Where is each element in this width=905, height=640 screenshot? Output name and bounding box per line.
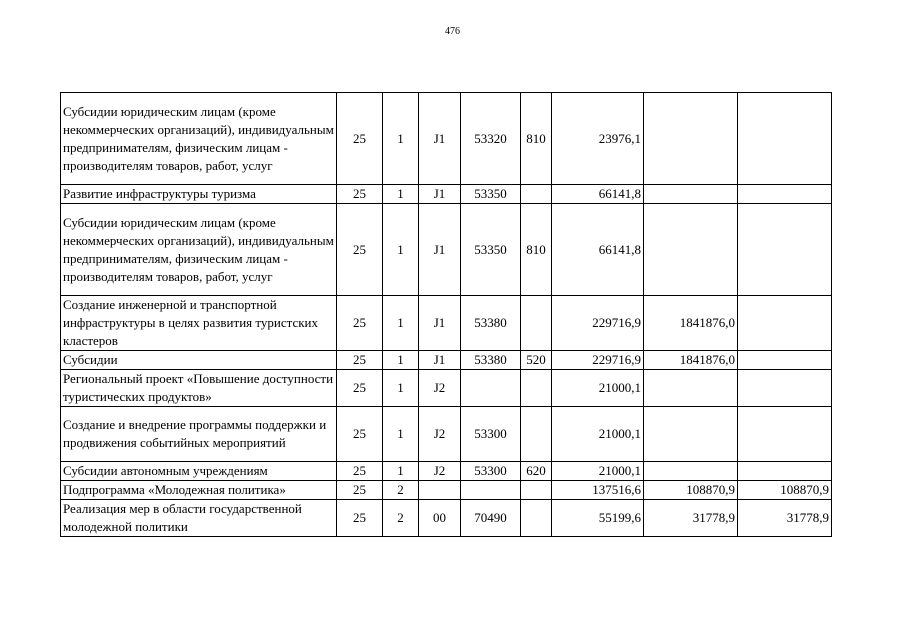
table-row	[61, 370, 832, 407]
value-cell	[738, 407, 832, 462]
value-cell	[644, 185, 738, 204]
code-cell	[461, 481, 521, 500]
code-cell: 25	[337, 370, 383, 407]
value-cell	[738, 296, 832, 351]
table-row	[61, 93, 832, 185]
code-cell: 53320	[461, 93, 521, 185]
code-cell: 25	[337, 500, 383, 537]
value-cell	[738, 462, 832, 481]
code-cell: 53300	[461, 407, 521, 462]
row-name: Региональный проект «Повышение доступности туристических продуктов»	[61, 370, 337, 407]
code-cell: J2	[419, 407, 461, 462]
value-cell	[738, 370, 832, 407]
value-cell: 108870,9	[644, 481, 738, 500]
budget-table	[60, 92, 832, 537]
row-name: Субсидии автономным учреждениям	[61, 462, 337, 481]
code-cell: 810	[521, 204, 552, 296]
code-cell: 00	[419, 500, 461, 537]
code-cell: 25	[337, 407, 383, 462]
value-cell: 1841876,0	[644, 351, 738, 370]
code-cell: 53380	[461, 351, 521, 370]
value-cell	[644, 93, 738, 185]
code-cell: 70490	[461, 500, 521, 537]
value-cell	[644, 462, 738, 481]
row-name: Субсидии юридическим лицам (кроме некоммерческих организаций), индивидуальным предпринимателям, физическим лицам - производителям товаров, работ, услуг	[61, 93, 337, 185]
table-row	[61, 351, 832, 370]
value-cell: 31778,9	[644, 500, 738, 537]
table-row	[61, 185, 832, 204]
code-cell: 25	[337, 351, 383, 370]
code-cell: J2	[419, 462, 461, 481]
code-cell: 1	[383, 93, 419, 185]
value-cell: 1841876,0	[644, 296, 738, 351]
code-cell: 1	[383, 462, 419, 481]
row-name: Субсидии юридическим лицам (кроме некоммерческих организаций), индивидуальным предпринимателям, физическим лицам - производителям товаров, работ, услуг	[61, 204, 337, 296]
code-cell: J1	[419, 93, 461, 185]
code-cell: 1	[383, 370, 419, 407]
value-cell	[644, 370, 738, 407]
value-cell	[738, 93, 832, 185]
value-cell	[738, 351, 832, 370]
value-cell	[644, 204, 738, 296]
code-cell: 25	[337, 185, 383, 204]
value-cell: 229716,9	[552, 351, 644, 370]
code-cell: 1	[383, 204, 419, 296]
row-name: Подпрограмма «Молодежная политика»	[61, 481, 337, 500]
code-cell: 53350	[461, 185, 521, 204]
code-cell: 25	[337, 462, 383, 481]
value-cell: 21000,1	[552, 462, 644, 481]
code-cell: 53300	[461, 462, 521, 481]
value-cell	[738, 204, 832, 296]
value-cell: 55199,6	[552, 500, 644, 537]
code-cell: J1	[419, 204, 461, 296]
code-cell: 2	[383, 481, 419, 500]
table-row	[61, 407, 832, 462]
page-number: 476	[445, 26, 460, 37]
row-name: Создание инженерной и транспортной инфраструктуры в целях развития туристских кластеров	[61, 296, 337, 351]
value-cell: 229716,9	[552, 296, 644, 351]
value-cell	[738, 185, 832, 204]
table-row	[61, 462, 832, 481]
code-cell: J1	[419, 296, 461, 351]
value-cell: 21000,1	[552, 370, 644, 407]
code-cell: 1	[383, 296, 419, 351]
code-cell	[521, 407, 552, 462]
code-cell: J1	[419, 351, 461, 370]
code-cell	[521, 296, 552, 351]
value-cell: 21000,1	[552, 407, 644, 462]
code-cell: 25	[337, 296, 383, 351]
code-cell	[419, 481, 461, 500]
code-cell: 620	[521, 462, 552, 481]
code-cell: 25	[337, 204, 383, 296]
code-cell: J2	[419, 370, 461, 407]
row-name: Создание и внедрение программы поддержки и продвижения событийных мероприятий	[61, 407, 337, 462]
code-cell: J1	[419, 185, 461, 204]
row-name: Субсидии	[61, 351, 337, 370]
value-cell: 66141,8	[552, 204, 644, 296]
code-cell	[521, 500, 552, 537]
value-cell: 137516,6	[552, 481, 644, 500]
code-cell: 1	[383, 407, 419, 462]
code-cell	[521, 481, 552, 500]
code-cell: 25	[337, 93, 383, 185]
code-cell: 25	[337, 481, 383, 500]
code-cell	[461, 370, 521, 407]
value-cell: 31778,9	[738, 500, 832, 537]
code-cell: 1	[383, 351, 419, 370]
value-cell: 66141,8	[552, 185, 644, 204]
row-name: Развитие инфраструктуры туризма	[61, 185, 337, 204]
code-cell: 53350	[461, 204, 521, 296]
value-cell: 23976,1	[552, 93, 644, 185]
row-name: Реализация мер в области государственной молодежной политики	[61, 500, 337, 537]
code-cell: 2	[383, 500, 419, 537]
value-cell	[644, 407, 738, 462]
table-row	[61, 204, 832, 296]
code-cell: 810	[521, 93, 552, 185]
code-cell: 53380	[461, 296, 521, 351]
table-row	[61, 296, 832, 351]
table-row	[61, 500, 832, 537]
code-cell: 1	[383, 185, 419, 204]
code-cell	[521, 370, 552, 407]
table-row	[61, 481, 832, 500]
code-cell: 520	[521, 351, 552, 370]
value-cell: 108870,9	[738, 481, 832, 500]
code-cell	[521, 185, 552, 204]
